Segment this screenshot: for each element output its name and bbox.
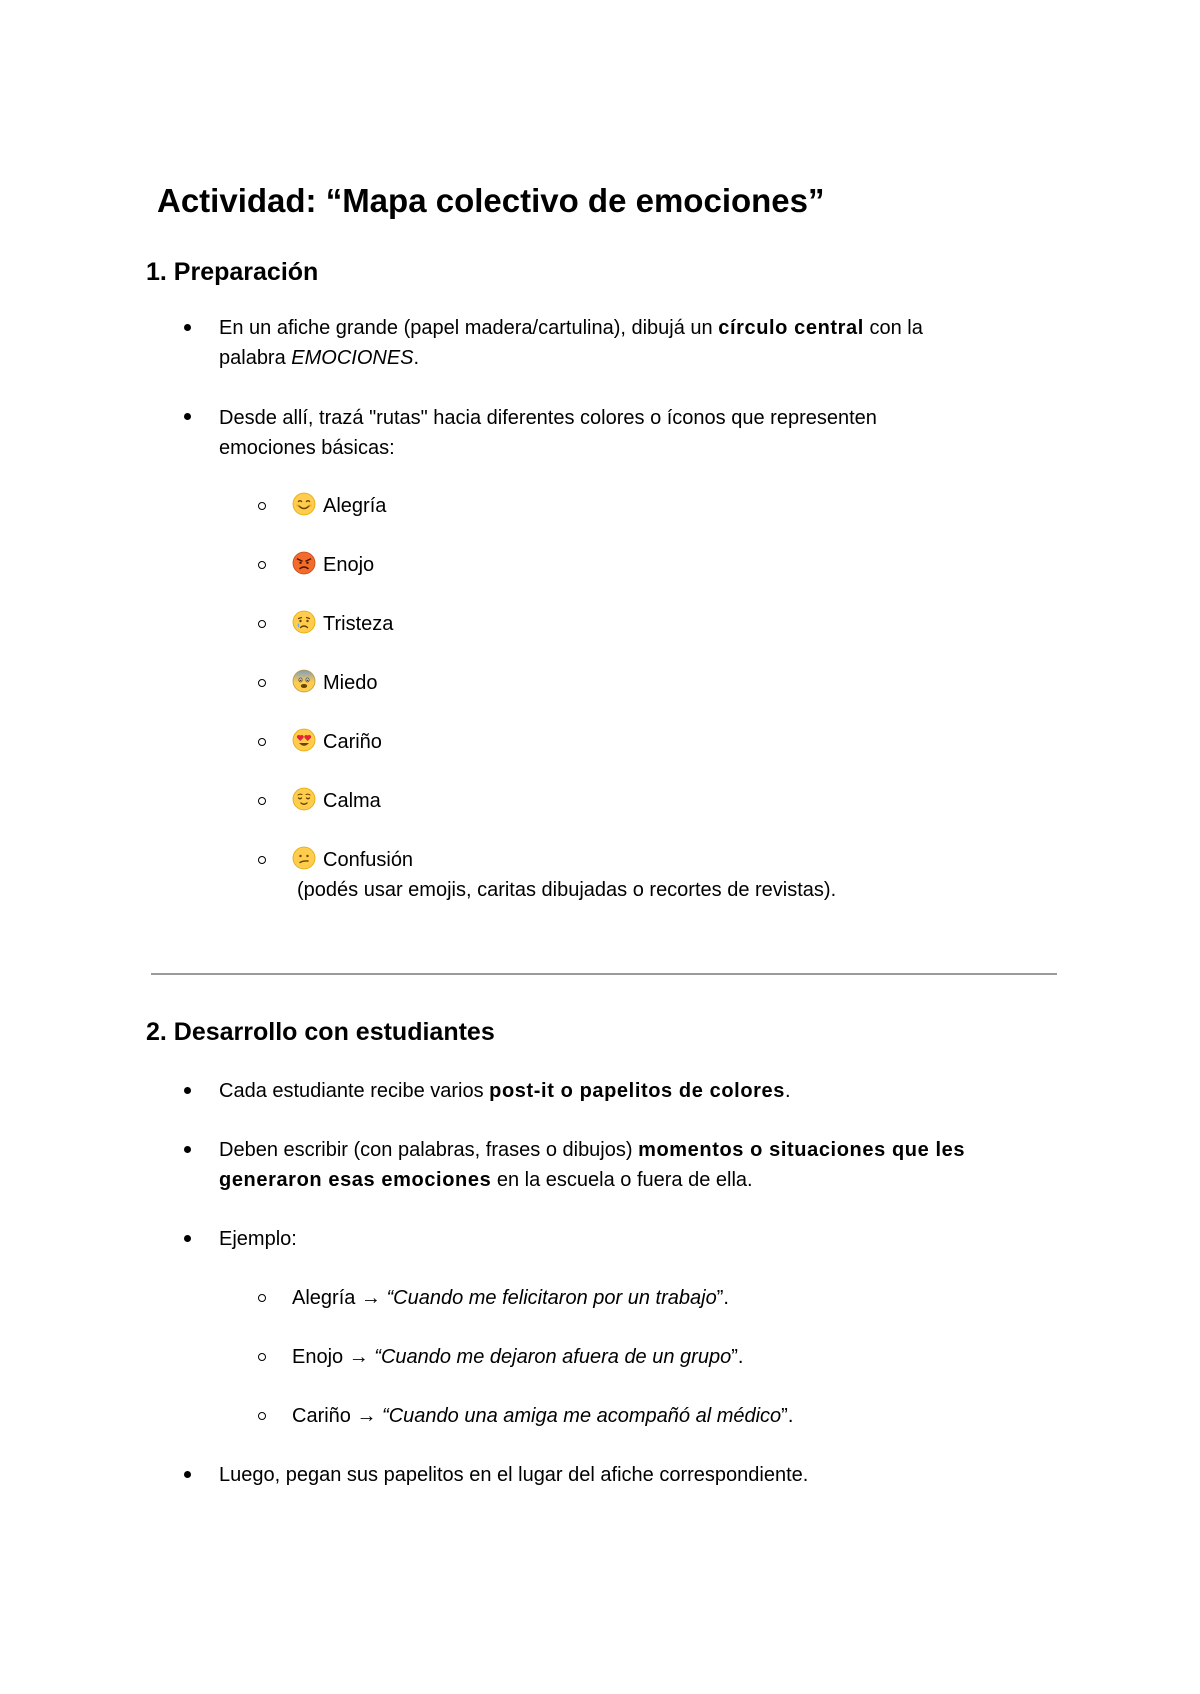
example-item: Cariño → “Cuando una amiga me acompañó al médico”. [292, 1405, 794, 1427]
emotion-item: Calma [292, 786, 381, 816]
bullet-icon [184, 1146, 191, 1153]
sub-bullet-icon [258, 1294, 266, 1302]
angry-face-icon [292, 551, 316, 575]
bullet-icon [184, 1471, 191, 1478]
sub-bullet-icon [258, 561, 266, 569]
sub-bullet-icon [258, 797, 266, 805]
bullet-icon [184, 413, 191, 420]
note-text: (podés usar emojis, caritas dibujadas o recortes de revistas). [297, 879, 837, 901]
heart-eyes-face-icon [292, 728, 316, 752]
sub-bullet-icon [258, 679, 266, 687]
crying-face-icon [292, 610, 316, 634]
emotion-item: Enojo [292, 550, 374, 580]
horizontal-divider [151, 973, 1057, 975]
list-item: En un afiche grande (papel madera/cartulina), dibujá un círculo central con la palabra EMOCIONES. [219, 317, 923, 369]
bold-text: círculo central [718, 317, 864, 339]
page-title: Actividad: “Mapa colectivo de emociones” [157, 182, 825, 219]
list-item: Cada estudiante recibe varios post-it o papelitos de colores. [219, 1080, 791, 1102]
emotion-item: Miedo [292, 668, 377, 698]
bold-text: generaron esas emociones [219, 1169, 492, 1191]
emotion-item: Confusión [292, 845, 413, 875]
list-item: Ejemplo: [219, 1228, 297, 1250]
sub-bullet-icon [258, 1412, 266, 1420]
smiling-face-icon [292, 492, 316, 516]
bullet-icon [184, 1235, 191, 1242]
sub-bullet-icon [258, 620, 266, 628]
sub-bullet-icon [258, 856, 266, 864]
emotion-item: Alegría [292, 491, 386, 521]
example-item: Alegría → “Cuando me felicitaron por un trabajo”. [292, 1287, 729, 1309]
example-item: Enojo → “Cuando me dejaron afuera de un grupo”. [292, 1346, 744, 1368]
sub-bullet-icon [258, 738, 266, 746]
fearful-face-icon [292, 669, 316, 693]
italic-text: EMOCIONES [291, 347, 414, 369]
sub-bullet-icon [258, 502, 266, 510]
section-heading-preparacion: 1. Preparación [146, 258, 319, 286]
bold-text: post-it o papelitos de colores [489, 1080, 785, 1102]
confused-face-icon [292, 846, 316, 870]
section-heading-desarrollo: 2. Desarrollo con estudiantes [146, 1018, 495, 1046]
bullet-icon [184, 1087, 191, 1094]
emotion-item: Cariño [292, 727, 382, 757]
list-item: Deben escribir (con palabras, frases o dibujos) momentos o situaciones que les generaron esas emociones en la escuela o fuera de ella. [219, 1139, 966, 1191]
list-item: Desde allí, trazá "rutas" hacia diferentes colores o íconos que representen emociones básicas: [219, 407, 877, 459]
relieved-face-icon [292, 787, 316, 811]
bold-text: momentos o situaciones que les [638, 1139, 966, 1161]
bullet-icon [184, 324, 191, 331]
list-item: Luego, pegan sus papelitos en el lugar del afiche correspondiente. [219, 1464, 809, 1486]
sub-bullet-icon [258, 1353, 266, 1361]
emotion-item: Tristeza [292, 609, 393, 639]
